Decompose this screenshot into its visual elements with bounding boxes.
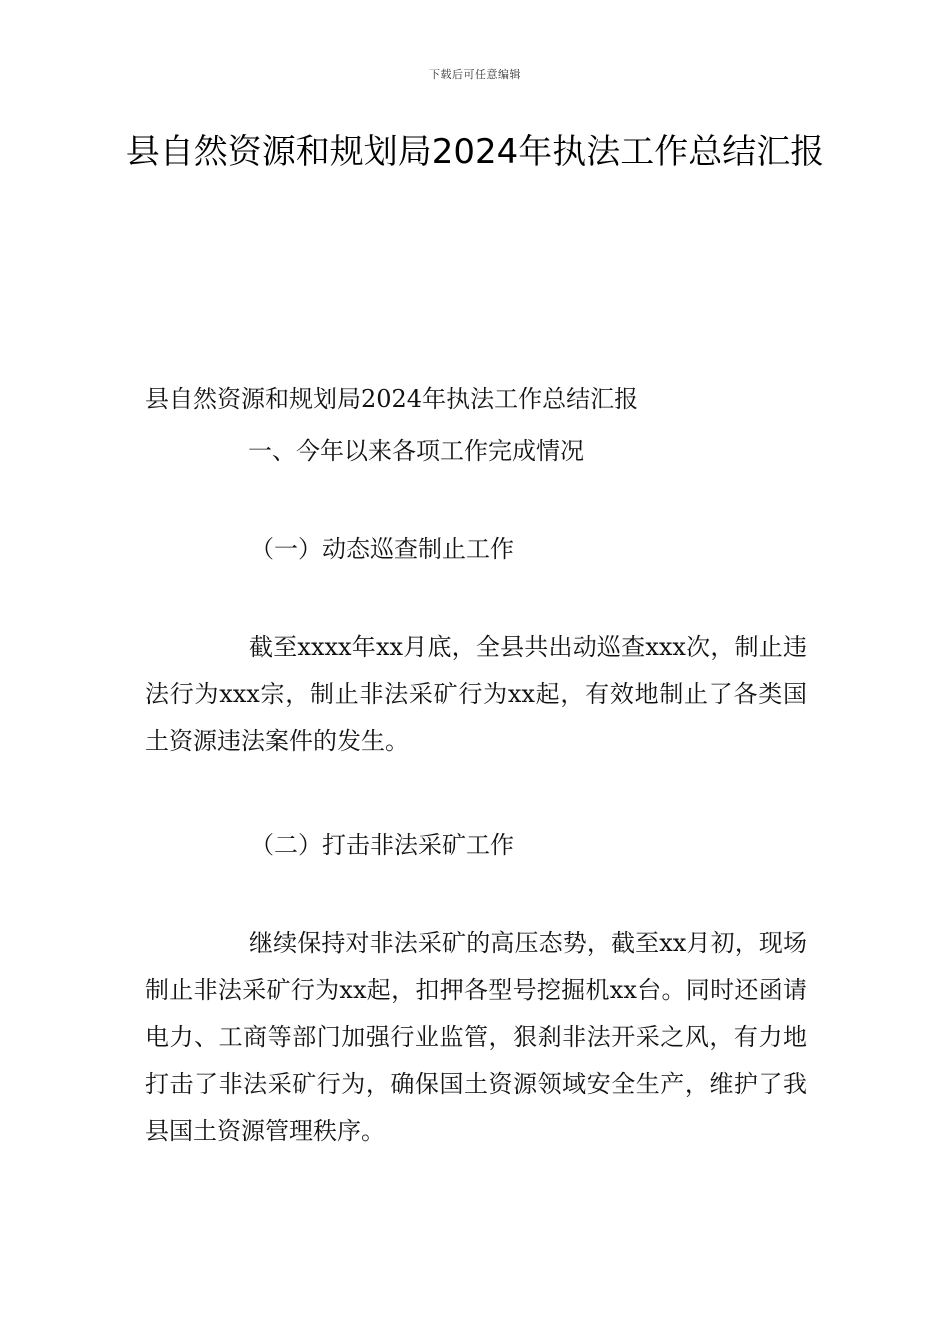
subsection-heading-1: （一）动态巡查制止工作 [250, 535, 514, 563]
subsection-paragraph-1: 截至xxxx年xx月底，全县共出动巡查xxx次，制止违法行为xxx宗，制止非法采矿行为xx起，有效地制止了各类国土资源违法案件的发生。 [145, 633, 807, 755]
subsection-paragraph-2: 继续保持对非法采矿的高压态势，截至xx月初，现场制止非法采矿行为xx起，扣押各型号挖掘机xx台。同时还函请电力、工商等部门加强行业监管，狠刹非法开采之风，有力地打击了非法采矿行为，确保国土资源领域安全生产，维护了我县国土资源管理秩序。 [145, 929, 807, 1145]
repeated-title-line: 县自然资源和规划局2024年执法工作总结汇报 [145, 385, 639, 413]
header-note: 下载后可任意编辑 [429, 68, 521, 81]
document-title: 县自然资源和规划局2024年执法工作总结汇报 [125, 132, 825, 172]
subsection-heading-2: （二）打击非法采矿工作 [250, 831, 514, 859]
section-heading-1: 一、今年以来各项工作完成情况 [248, 437, 584, 465]
